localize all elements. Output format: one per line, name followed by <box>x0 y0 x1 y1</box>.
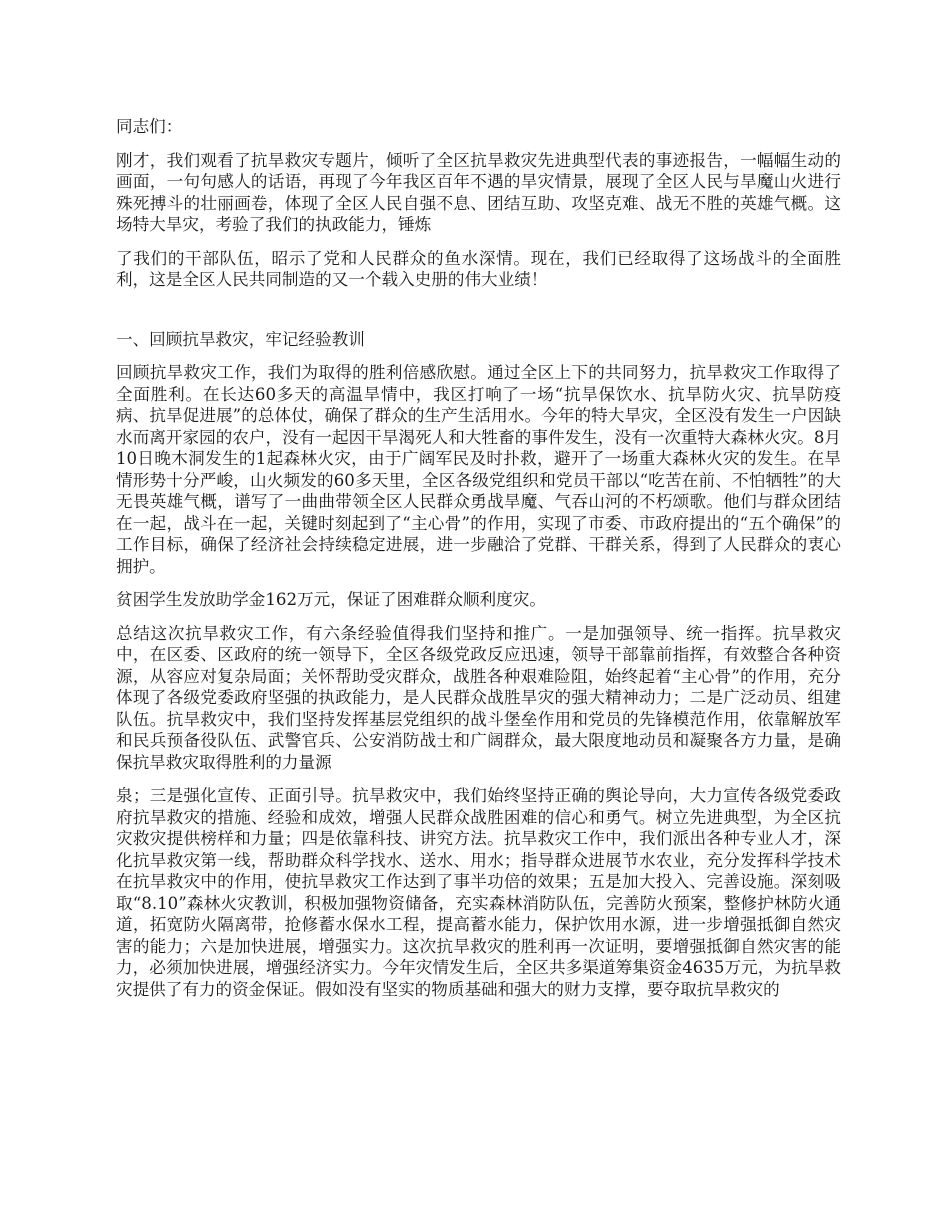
document-body <box>116 116 841 1012</box>
body-paragraph-1: 回顾抗旱救灾工作，我们为取得的胜利倍感欣慰。通过全区上下的共同努力，抗旱救灾工作取得了全面胜利。在长达60多天的高温旱情中，我区打响了一场“抗旱保饮水、抗旱防火灾、抗旱防疫病、抗旱促进展”的总体仗，确保了群众的生产生活用水。今年的特大旱灾，全区没有发生一户因缺水而离开家园的农户，没有一起因干旱渴死人和大牲畜的事件发生，没有一次重特大森林火灾。8月10日晚木洞发生的1起森林火灾，由于广阔军民及时扑救，避开了一场重大森林火灾的发生。在旱情形势十分严峻，山火频发的60多天里，全区各级党组织和党员干部以“吃苦在前、不怕牺牲”的大无畏英雄气概，谱写了一曲曲带领全区人民群众勇战旱魔、气吞山河的不朽颂歌。他们与群众团结在一起，战斗在一起，关键时刻起到了“主心骨”的作用，实现了市委、市政府提出的“五个确保”的工作目标，确保了经济社会持续稳定进展，进一步融洽了党群、干群关系，得到了人民群众的衷心拥护。 <box>116 363 841 576</box>
body-paragraph-2: 贫困学生发放助学金162万元，保证了困难群众顺利度灾。 <box>116 590 546 609</box>
section-heading: 一、回顾抗旱救灾，牢记经验教训 <box>116 329 365 349</box>
intro-paragraph-1: 刚才，我们观看了抗旱救灾专题片，倾听了全区抗旱救灾先进典型代表的事迹报告，一幅幅生动的画面，一句句感人的话语，再现了今年我区百年不遇的旱灾情景，展现了全区人民与旱魔山火进行殊死搏斗的壮丽画卷，体现了全区人民自强不息、团结互助、攻坚克难、战无不胜的英雄气概。这场特大旱灾，考验了我们的执政能力，锤炼 <box>116 150 841 234</box>
body-paragraph-4: 泉；三是强化宣传、正面引导。抗旱救灾中，我们始终坚持正确的舆论导向，大力宣传各级党委政府抗旱救灾的措施、经验和成效，增强人民群众战胜困难的信心和勇气。树立先进典型，为全区抗灾救灾提供榜样和力量；四是依靠科技、讲究方法。抗旱救灾工作中，我们派出各种专业人才，深化抗旱救灾第一线，帮助群众科学找水、送水、用水；指导群众进展节水农业，充分发挥科学技术在抗旱救灾中的作用，使抗旱救灾工作达到了事半功倍的效果；五是加大投入、完善设施。深刻吸取“8.10”森林火灾教训，积极加强物资储备，充实森林消防队伍，完善防火预案，整修护林防火通道，拓宽防火隔离带，抢修蓄水保水工程，提高蓄水能力，保护饮用水源，进一步增强抵御自然灾害的能力；六是加快进展，增强实力。这次抗旱救灾的胜利再一次证明，要增强抵御自然灾害的能力，必须加快进展，增强经济实力。今年灾情发生后，全区共多渠道筹集资金4635万元，为抗旱救灾提供了有力的资金保证。假如没有坚实的物质基础和强大的财力支撑，要夺取抗旱救灾的 <box>116 786 841 999</box>
intro-paragraph-2: 了我们的干部队伍，昭示了党和人民群众的鱼水深情。现在，我们已经取得了这场战斗的全面胜利，这是全区人民共同制造的又一个载入史册的伟大业绩！ <box>116 248 841 289</box>
body-paragraph-3: 总结这次抗旱救灾工作，有六条经验值得我们坚持和推广。一是加强领导、统一指挥。抗旱救灾中，在区委、区政府的统一领导下，全区各级党政反应迅速，领导干部靠前指挥，有效整合各种资源，从容应对复杂局面；关怀帮助受灾群众，战胜各种艰难险阻，始终起着“主心骨”的作用，充分体现了各级党委政府坚强的执政能力，是人民群众战胜旱灾的强大精神动力；二是广泛动员、组建队伍。抗旱救灾中，我们坚持发挥基层党组织的战斗堡垒作用和党员的先锋模范作用，依靠解放军和民兵预备役队伍、武警官兵、公安消防战士和广阔群众，最大限度地动员和凝聚各方力量，是确保抗旱救灾取得胜利的力量源 <box>116 623 841 772</box>
salutation: 同志们： <box>116 117 183 136</box>
